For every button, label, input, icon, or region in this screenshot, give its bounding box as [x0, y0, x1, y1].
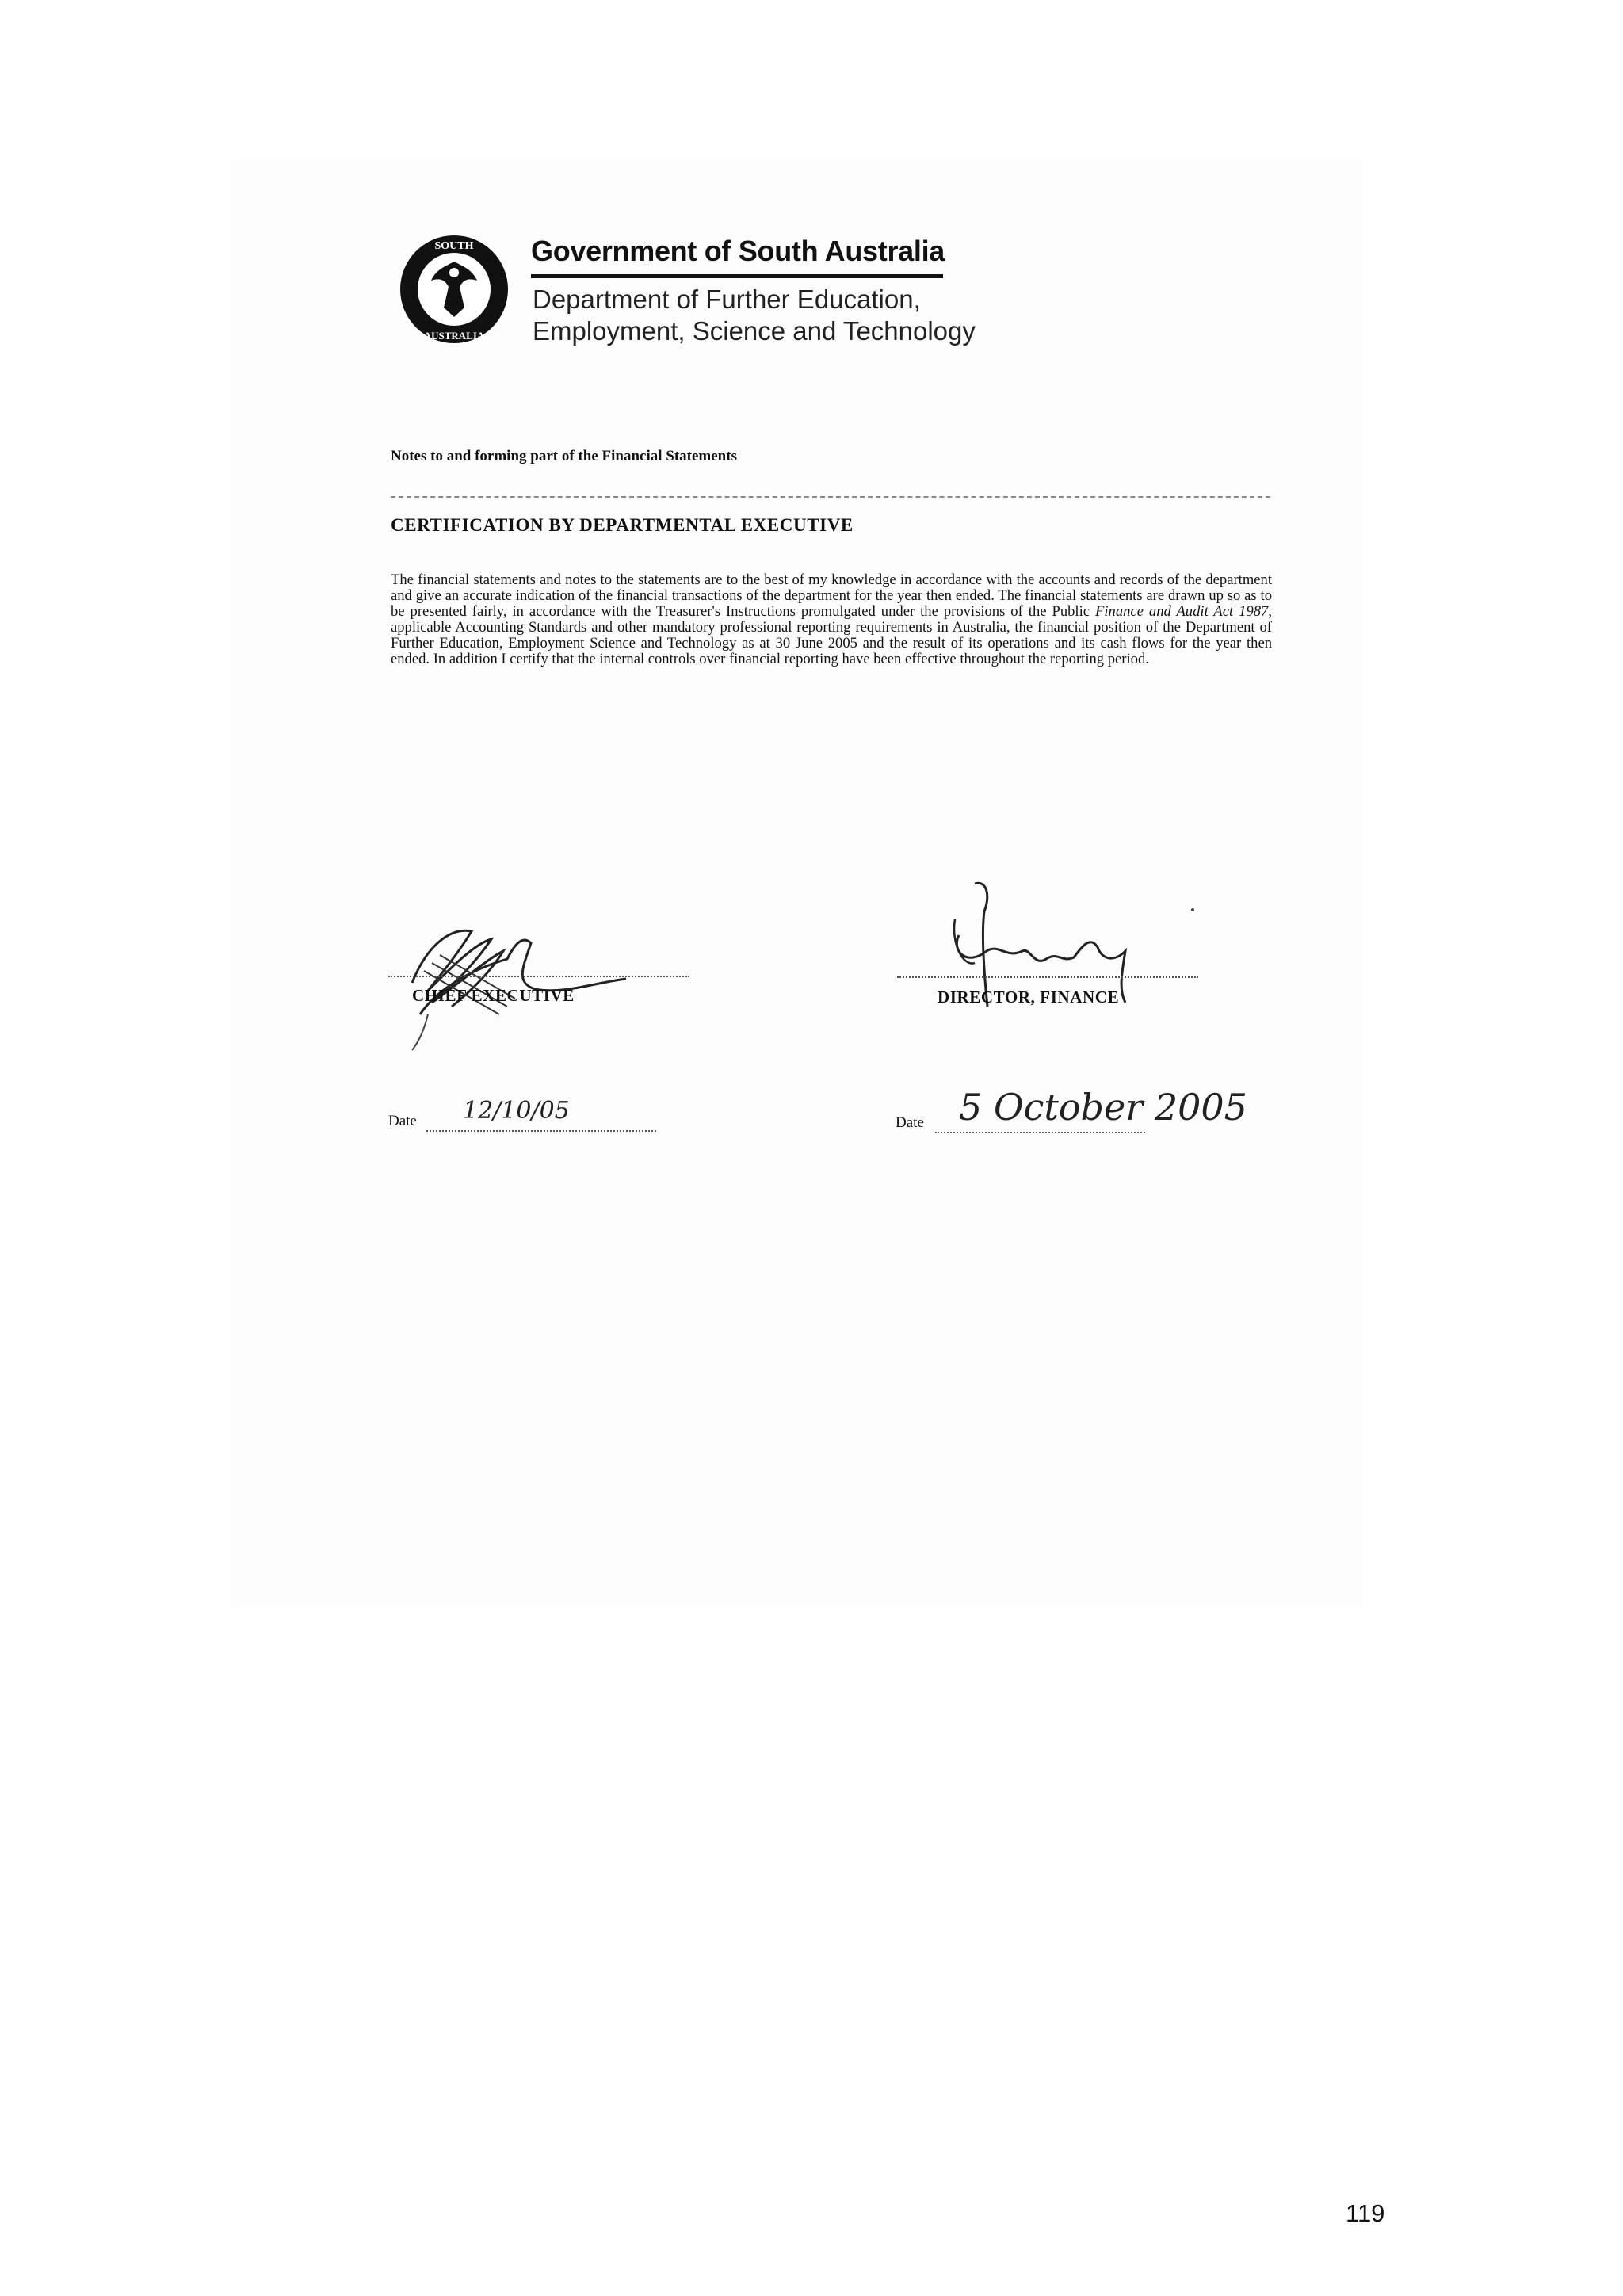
department-line-1: Department of Further Education, — [533, 285, 921, 314]
notes-heading: Notes to and forming part of the Financial Statements — [391, 448, 737, 464]
director-finance-title: DIRECTOR, FINANCE — [938, 988, 1120, 1007]
director-finance-date-value: 5 October 2005 — [959, 1086, 1247, 1129]
chief-executive-signature — [396, 896, 697, 1054]
certification-text-1: The financial statements and notes to the statements are to the best of my knowledge in accordance with the accounts and records of the department and give an accurate indication of the financial transactions of the department for the year then ended. The financial statements are drawn up so as to be presented fairly, in accordance with the Treasurer's Instructions promulgated under the provisions of the Public — [391, 571, 1272, 620]
crest-text-bottom: AUSTRALIA — [423, 330, 485, 342]
director-finance-signature — [911, 872, 1212, 1038]
director-finance-date-line — [935, 1132, 1145, 1133]
chief-executive-date-line — [426, 1130, 656, 1132]
government-title: Government of South Australia — [531, 235, 945, 267]
department-name — [533, 284, 1024, 347]
chief-executive-title: CHIEF EXECUTIVE — [412, 986, 575, 1005]
crest-text-top: SOUTH — [434, 240, 474, 252]
certification-body — [391, 572, 1272, 667]
department-line-2: Employment, Science and Technology — [533, 316, 976, 346]
header-rule — [531, 274, 943, 278]
dashed-divider — [391, 496, 1270, 498]
act-name: Finance and Audit Act 1987 — [1095, 603, 1269, 620]
director-finance-date-label: Date — [896, 1114, 924, 1131]
south-australia-crest-icon — [396, 231, 512, 347]
certification-heading: CERTIFICATION BY DEPARTMENTAL EXECUTIVE — [391, 515, 854, 535]
chief-executive-date-label: Date — [388, 1113, 417, 1129]
page-number: 119 — [1346, 2199, 1385, 2227]
certification-text-2: , applicable Accounting Standards and other mandatory professional reporting requirements in Australia, the financial position of the Department of Further Education, Employment Science and Technology as at 30 June 2005 and the result of its operations and its cash flows for the year then ended. In addition I certify that the internal controls over financial reporting have been effective throughout the reporting period. — [391, 603, 1272, 667]
chief-executive-signature-line — [388, 976, 689, 977]
director-finance-signature-line — [897, 976, 1198, 978]
chief-executive-date-value: 12/10/05 — [463, 1097, 570, 1125]
